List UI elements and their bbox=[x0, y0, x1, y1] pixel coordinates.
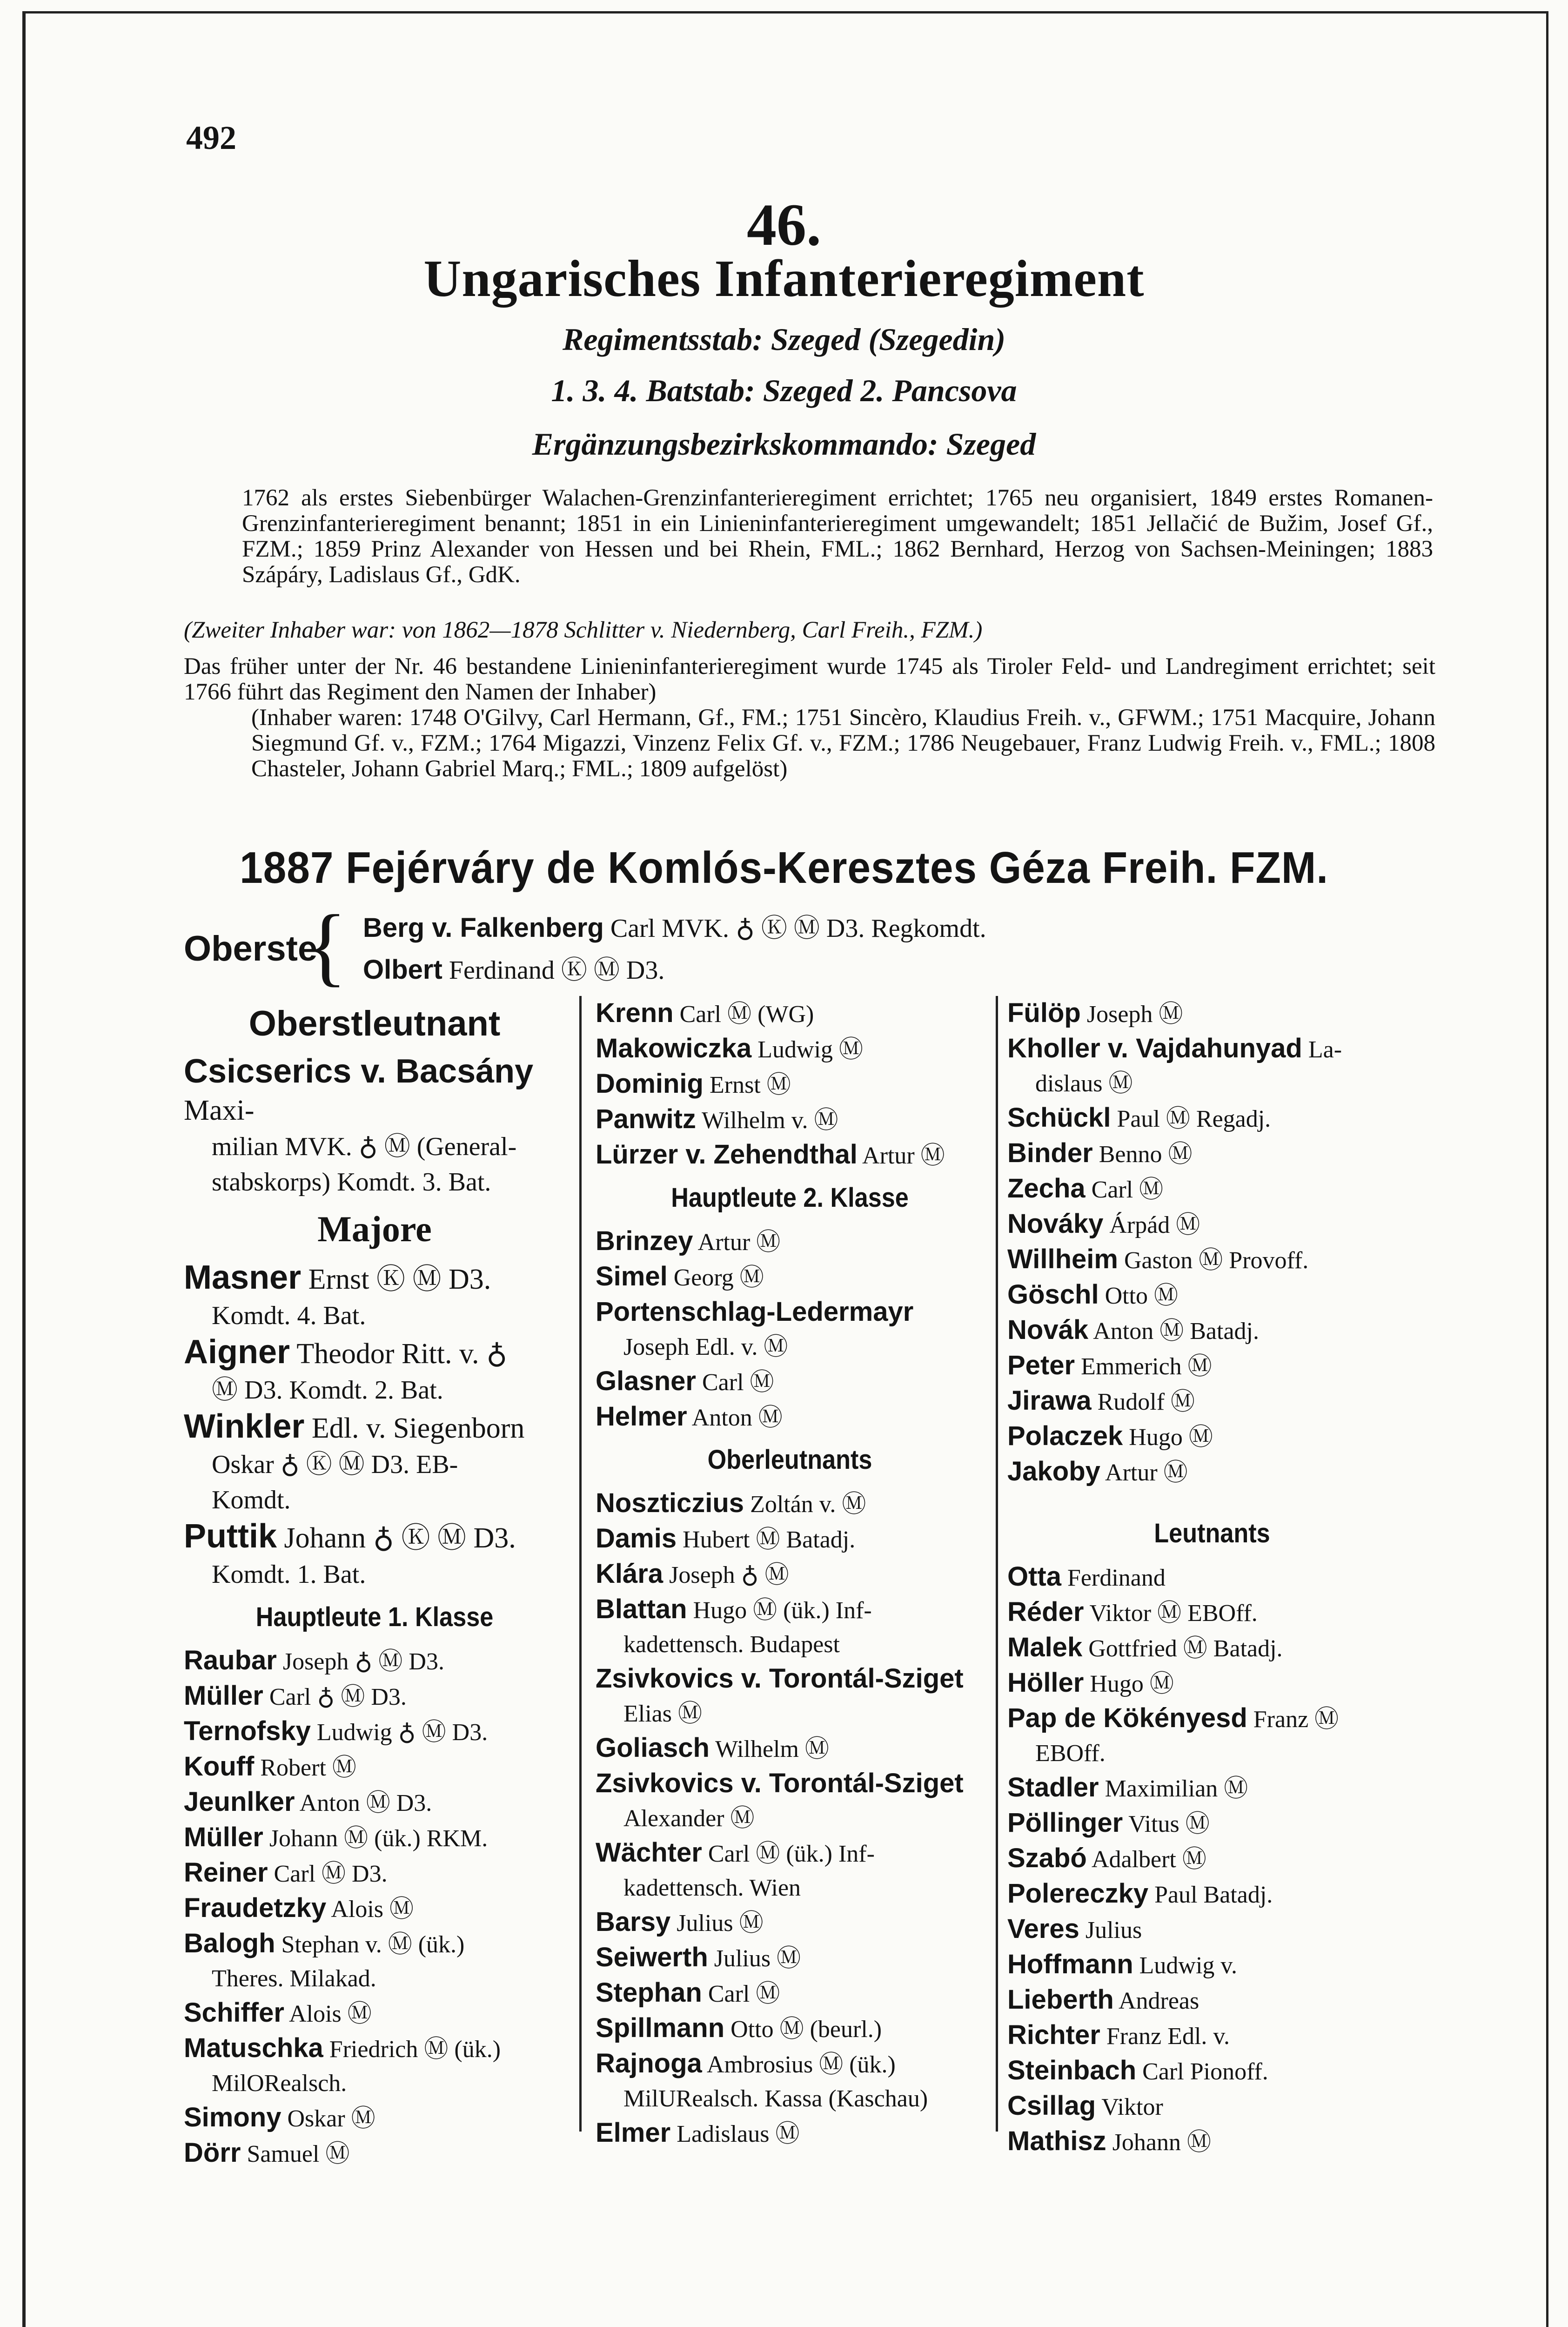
list-item bbox=[184, 1053, 565, 1129]
officer-name: Müller bbox=[184, 1681, 263, 1711]
officer-details: Gaston Ⓜ Provoff. bbox=[1124, 1247, 1309, 1274]
officer-name: Lürzer v. Zehendthal bbox=[596, 1139, 858, 1170]
officer-name: Damis bbox=[596, 1523, 677, 1554]
officer-details: Otto Ⓜ bbox=[1105, 1283, 1179, 1309]
officer-details: Anton Ⓜ Batadj. bbox=[1093, 1318, 1259, 1345]
officer-name: Raubar bbox=[184, 1645, 277, 1675]
list-item bbox=[596, 1836, 984, 1871]
list-item bbox=[1007, 1278, 1417, 1313]
officer-details: Carl MVK. ♁ Ⓚ Ⓜ D3. Regkomdt. bbox=[610, 914, 986, 943]
officer-details: Joseph ♁ Ⓜ D3. bbox=[282, 1648, 444, 1675]
officer-name: Masner bbox=[184, 1259, 302, 1296]
list-item bbox=[1007, 1947, 1417, 1983]
column-divider bbox=[579, 996, 582, 2132]
list-item bbox=[596, 2046, 984, 2082]
list-item bbox=[184, 1749, 565, 1785]
officer-name: Jirawa bbox=[1007, 1385, 1092, 1416]
hauptleute-2-list bbox=[596, 1224, 984, 1435]
list-item bbox=[1007, 2089, 1417, 2124]
entry-continuation: kadettensch. Wien bbox=[623, 1875, 801, 1901]
officer-name: Kholler v. Vajdahunyad bbox=[1007, 1033, 1302, 1063]
section-heading-majore: Majore bbox=[317, 1209, 432, 1249]
history-paragraph-1: 1762 als erstes Siebenbürger Walachen-Grenzinfanterieregiment errichtet; 1765 neu organisiert, 1849 erstes Romanen-Grenzinfanterieregiment benannt; 1851 in ein Linieninfanterieregiment umgewandelt; 1851 Jellačić de Bužim, Josef Gf., FZM.; 1859 Prinz Alexander von Hessen und bei Rhein, FML.; 1862 Bernhard, Herzog von Sachsen-Meiningen; 1883 Szápáry, Ladislaus Gf., GdK. bbox=[242, 485, 1433, 588]
entry-continuation: kadettensch. Budapest bbox=[623, 1631, 840, 1658]
officer-name: Glasner bbox=[596, 1366, 696, 1396]
list-item bbox=[596, 1364, 984, 1399]
section-heading-oberleutnants: Oberleutnants bbox=[707, 1445, 872, 1475]
hauptleute-1-list bbox=[184, 1643, 565, 2171]
officer-name: Malek bbox=[1007, 1632, 1083, 1662]
list-item bbox=[184, 1333, 565, 1372]
officer-name: Rajnoga bbox=[596, 2048, 702, 2078]
officer-details: Hugo Ⓜ bbox=[1129, 1424, 1213, 1451]
list-item bbox=[1007, 1171, 1417, 1207]
list-item bbox=[184, 1891, 565, 1926]
entry-continuation: EBOff. bbox=[1035, 1740, 1106, 1767]
officer-name: Spillmann bbox=[596, 2013, 725, 2043]
section-heading-hauptleute-1: Hauptleute 1. Klasse bbox=[255, 1602, 494, 1632]
officer-name: Stephan bbox=[596, 1977, 702, 2008]
officer-details: Ladislaus Ⓜ bbox=[677, 2121, 800, 2147]
list-item bbox=[1007, 1031, 1417, 1067]
entry-continuation: Komdt. 4. Bat. bbox=[212, 1301, 366, 1330]
officer-name: Panwitz bbox=[596, 1104, 696, 1134]
list-item bbox=[1007, 1666, 1417, 1701]
list-item bbox=[596, 1137, 984, 1173]
officer-name: Jakoby bbox=[1007, 1456, 1100, 1486]
officer-name: Matuschka bbox=[184, 2033, 323, 2063]
officer-details: Maxi- bbox=[184, 1095, 255, 1126]
list-item bbox=[1007, 1770, 1417, 1806]
officer-details: Ernst Ⓜ bbox=[709, 1072, 791, 1098]
officer-details: Wilhelm Ⓜ bbox=[715, 1736, 829, 1762]
oberste-entry bbox=[363, 949, 664, 987]
brace: { bbox=[305, 897, 348, 995]
officer-name: Binder bbox=[1007, 1138, 1093, 1168]
officer-name: Noszticzius bbox=[596, 1488, 744, 1518]
officer-details: Georg Ⓜ bbox=[673, 1264, 764, 1291]
officer-name: Barsy bbox=[596, 1907, 671, 1937]
list-item bbox=[1007, 996, 1417, 1031]
list-item bbox=[596, 1486, 984, 1521]
officer-details: Johann Ⓜ bbox=[1112, 2129, 1212, 2156]
history-paragraph-4: (Inhaber waren: 1748 O'Gilvy, Carl Hermann, Gf., FM.; 1751 Sincèro, Klaudius Freih. v., GFWM.; 1751 Macquire, Johann Siegmund Gf. v., FZM.; 1764 Migazzi, Vinzenz Felix Gf. v., FZM.; 1786 Neugebauer, Franz Ludwig Freih. v., FML.; 1808 Chasteler, Johann Gabriel Marq.; FML.; 1809 aufgelöst) bbox=[251, 705, 1435, 782]
list-item bbox=[1007, 1348, 1417, 1384]
list-item bbox=[184, 1785, 565, 1820]
list-item bbox=[184, 1856, 565, 1891]
list-item bbox=[1007, 1912, 1417, 1947]
oberleutnants-list bbox=[596, 1486, 984, 2151]
officer-details: Árpád Ⓜ bbox=[1109, 1212, 1200, 1238]
list-item bbox=[596, 1557, 984, 1592]
list-item bbox=[184, 1679, 565, 1714]
officer-details: Joseph Ⓜ bbox=[1086, 1001, 1183, 1028]
list-item bbox=[184, 1714, 565, 1749]
officer-name: Pap de Kökényesd bbox=[1007, 1703, 1247, 1733]
officer-details: Rudolf Ⓜ bbox=[1097, 1389, 1195, 1415]
officer-details: Franz Edl. v. bbox=[1106, 2023, 1230, 2050]
entry-continuation: Komdt. bbox=[212, 1486, 291, 1514]
list-item bbox=[184, 1518, 565, 1557]
officer-details: Julius bbox=[1085, 1917, 1142, 1944]
officer-name: Zsivkovics v. Torontál-Sziget bbox=[596, 1768, 964, 1798]
list-item bbox=[184, 1926, 565, 1962]
list-item bbox=[596, 996, 984, 1031]
list-item bbox=[596, 1521, 984, 1557]
column-1 bbox=[184, 996, 565, 2171]
officer-details: Hugo Ⓜ (ük.) Inf- bbox=[693, 1597, 872, 1624]
officer-name: Fraudetzky bbox=[184, 1893, 327, 1923]
list-item bbox=[596, 2116, 984, 2151]
entry-continuation: stabskorps) Komdt. 3. Bat. bbox=[212, 1168, 491, 1197]
officer-name: Portenschlag-Ledermayr bbox=[596, 1297, 914, 1327]
list-item bbox=[1007, 1207, 1417, 1242]
officer-details: Artur Ⓜ bbox=[697, 1229, 781, 1256]
officer-details: Artur Ⓜ bbox=[1105, 1459, 1188, 1486]
list-item bbox=[1007, 1841, 1417, 1876]
officer-name: Willheim bbox=[1007, 1244, 1118, 1274]
officer-details: Benno Ⓜ bbox=[1099, 1141, 1193, 1168]
officer-name: Schiffer bbox=[184, 1997, 284, 2028]
list-item bbox=[1007, 1983, 1417, 2018]
officer-details: Adalbert Ⓜ bbox=[1091, 1846, 1206, 1873]
list-item bbox=[596, 1940, 984, 1976]
list-item bbox=[1007, 2053, 1417, 2089]
officer-details: Paul Batadj. bbox=[1154, 1882, 1273, 1908]
list-item bbox=[1007, 2018, 1417, 2053]
officer-details: Anton Ⓜ D3. bbox=[299, 1790, 432, 1816]
officer-details: Samuel Ⓜ bbox=[247, 2141, 350, 2167]
officer-name: Mathisz bbox=[1007, 2126, 1106, 2156]
officer-details: Wilhelm v. Ⓜ bbox=[701, 1107, 838, 1134]
list-item bbox=[596, 1067, 984, 1102]
officer-name: Goliasch bbox=[596, 1733, 710, 1763]
section-heading-oberstleutnant: Oberstleutnant bbox=[248, 1004, 501, 1043]
list-item bbox=[596, 2011, 984, 2046]
officer-name: Otta bbox=[1007, 1561, 1061, 1592]
officer-details: Ferdinand bbox=[1067, 1565, 1166, 1591]
officer-name: Puttik bbox=[184, 1518, 277, 1555]
officer-name: Kouff bbox=[184, 1751, 255, 1782]
entry-continuation: milian MVK. ♁ Ⓜ (General- bbox=[212, 1132, 517, 1161]
officer-name: Simony bbox=[184, 2102, 281, 2132]
officer-details: Alois Ⓜ bbox=[289, 2001, 372, 2027]
officer-name: Berg v. Falkenberg bbox=[363, 913, 604, 943]
officer-details: Hubert Ⓜ Batadj. bbox=[683, 1527, 856, 1553]
officer-details: Robert Ⓜ bbox=[260, 1755, 356, 1781]
officer-name: Zsivkovics v. Torontál-Sziget bbox=[596, 1663, 964, 1694]
officer-name: Polereczky bbox=[1007, 1878, 1149, 1909]
officer-name: Balogh bbox=[184, 1928, 275, 1958]
officer-details: Emmerich Ⓜ bbox=[1081, 1353, 1212, 1380]
officer-name: Réder bbox=[1007, 1597, 1084, 1627]
officer-details: Joseph ♁ Ⓜ bbox=[669, 1562, 789, 1588]
officer-details: Viktor bbox=[1101, 2094, 1163, 2120]
list-item bbox=[1007, 1101, 1417, 1136]
officer-name: Makowiczka bbox=[596, 1033, 752, 1063]
list-item bbox=[596, 1031, 984, 1067]
list-item bbox=[1007, 1595, 1417, 1630]
officer-name: Seiwerth bbox=[596, 1942, 708, 1972]
list-item bbox=[1007, 1419, 1417, 1454]
list-item bbox=[184, 2136, 565, 2171]
list-item bbox=[596, 1399, 984, 1435]
officer-name: Dörr bbox=[184, 2138, 241, 2168]
officer-name: Fülöp bbox=[1007, 998, 1081, 1028]
officer-name: Helmer bbox=[596, 1401, 687, 1432]
entry-continuation: MilORealsch. bbox=[212, 2070, 347, 2097]
officer-details: Vitus Ⓜ bbox=[1128, 1811, 1210, 1837]
inhaber-heading: 1887 Fejérváry de Komlós-Keresztes Géza Freih. FZM. bbox=[240, 843, 1328, 893]
officer-details: Johann Ⓜ (ük.) RKM. bbox=[269, 1825, 488, 1852]
officer-name: Brinzey bbox=[596, 1226, 693, 1256]
officer-details: Carl Ⓜ D3. bbox=[274, 1861, 388, 1887]
list-item bbox=[1007, 1701, 1417, 1736]
entry-continuation: Joseph Edl. v. Ⓜ bbox=[623, 1334, 788, 1360]
officer-name: Göschl bbox=[1007, 1279, 1099, 1310]
ergaenzungsbezirkskommando: Ergänzungsbezirkskommando: Szeged bbox=[532, 426, 1036, 462]
officer-name: Schückl bbox=[1007, 1103, 1111, 1133]
officer-name: Winkler bbox=[184, 1408, 305, 1445]
officer-name: Zecha bbox=[1007, 1173, 1086, 1204]
list-item bbox=[596, 1766, 984, 1802]
officer-name: Elmer bbox=[596, 2118, 671, 2148]
regimentsstab: Regimentsstab: Szeged (Szegedin) bbox=[563, 322, 1005, 357]
list-item bbox=[1007, 2124, 1417, 2159]
officer-name: Jeunlker bbox=[184, 1787, 295, 1817]
batstab: 1. 3. 4. Batstab: Szeged 2. Pancsova bbox=[551, 373, 1017, 408]
list-item bbox=[1007, 1806, 1417, 1841]
officer-details: Andreas bbox=[1118, 1988, 1199, 2014]
entry-continuation: Alexander Ⓜ bbox=[623, 1805, 755, 1832]
list-item bbox=[184, 1408, 565, 1447]
officer-details: Julius Ⓜ bbox=[677, 1910, 764, 1937]
list-item bbox=[1007, 1876, 1417, 1912]
column-3 bbox=[1007, 996, 1417, 2159]
list-item bbox=[1007, 1136, 1417, 1171]
officer-details: Alois Ⓜ bbox=[331, 1896, 414, 1923]
officer-details: Johann ♁ Ⓚ Ⓜ D3. bbox=[284, 1522, 516, 1554]
officer-details: Edl. v. Siegenborn bbox=[311, 1412, 525, 1444]
officer-details: Carl Ⓜ bbox=[708, 1981, 780, 2007]
officer-details: Otto Ⓜ (beurl.) bbox=[730, 2016, 882, 2043]
officer-details: Carl Ⓜ bbox=[1091, 1177, 1164, 1203]
officer-details: Franz Ⓜ bbox=[1253, 1706, 1339, 1733]
entry-continuation: dislaus Ⓜ bbox=[1035, 1070, 1133, 1097]
officer-name: Stadler bbox=[1007, 1772, 1099, 1802]
officer-details: Viktor Ⓜ EBOff. bbox=[1089, 1600, 1258, 1627]
spacer bbox=[1007, 1490, 1417, 1508]
officer-name: Novák bbox=[1007, 1315, 1089, 1345]
list-item bbox=[596, 1731, 984, 1766]
officer-details: Friedrich Ⓜ (ük.) bbox=[329, 2036, 501, 2063]
officer-name: Reiner bbox=[184, 1857, 268, 1888]
majore-list bbox=[184, 1259, 565, 1592]
list-item bbox=[184, 1996, 565, 2031]
list-item bbox=[596, 1259, 984, 1295]
history-paragraph-2: (Zweiter Inhaber war: von 1862—1878 Schlitter v. Niedernberg, Carl Freih., FZM.) bbox=[184, 617, 983, 643]
officer-details: Carl Ⓜ (ük.) Inf- bbox=[708, 1841, 875, 1867]
officer-details: Ambrosius Ⓜ (ük.) bbox=[706, 2051, 896, 2078]
officer-name: Nováky bbox=[1007, 1209, 1104, 1239]
regiment-number: 46. bbox=[747, 192, 821, 258]
officer-name: Dominig bbox=[596, 1069, 704, 1099]
officer-details: Ludwig Ⓜ bbox=[757, 1036, 864, 1063]
officer-name: Polaczek bbox=[1007, 1421, 1123, 1451]
officer-name: Csicserics v. Bacsány bbox=[184, 1053, 534, 1090]
officer-name: Lieberth bbox=[1007, 1984, 1114, 2015]
officer-details: Theodor Ritt. v. ♁ bbox=[296, 1338, 508, 1370]
officer-details: Gottfried Ⓜ Batadj. bbox=[1088, 1635, 1283, 1662]
list-item bbox=[596, 1102, 984, 1137]
section-heading-hauptleute-2: Hauptleute 2. Klasse bbox=[671, 1183, 909, 1213]
oberleutnants-continued-list bbox=[1007, 996, 1417, 1490]
leutnants-list bbox=[1007, 1560, 1417, 2159]
officer-name: Olbert bbox=[363, 955, 442, 985]
officer-details: Ernst Ⓚ Ⓜ D3. bbox=[308, 1264, 491, 1295]
regiment-title: Ungarisches Infanterieregiment bbox=[423, 250, 1145, 308]
list-item bbox=[184, 1259, 565, 1298]
list-item bbox=[596, 1661, 984, 1697]
officer-name: Simel bbox=[596, 1261, 668, 1291]
officer-name: Pöllinger bbox=[1007, 1808, 1123, 1838]
entry-continuation: Komdt. 1. Bat. bbox=[212, 1560, 366, 1589]
list-item bbox=[1007, 1313, 1417, 1348]
entry-continuation: Oskar ♁ Ⓚ Ⓜ D3. EB- bbox=[212, 1450, 458, 1479]
officer-details: Artur Ⓜ bbox=[862, 1143, 945, 1169]
entry-continuation: Elias Ⓜ bbox=[623, 1701, 702, 1727]
officer-name: Höller bbox=[1007, 1668, 1084, 1698]
officer-details: Carl ♁ Ⓜ D3. bbox=[269, 1684, 407, 1710]
officer-details: La- bbox=[1308, 1036, 1342, 1063]
officer-details: Carl Ⓜ (WG) bbox=[679, 1001, 814, 1028]
officer-details: Hugo Ⓜ bbox=[1090, 1671, 1174, 1697]
list-item bbox=[1007, 1560, 1417, 1595]
officer-details: Ludwig v. bbox=[1139, 1952, 1238, 1979]
entry-continuation: MilURealsch. Kassa (Kaschau) bbox=[623, 2085, 928, 2112]
officer-name: Peter bbox=[1007, 1350, 1075, 1380]
list-item bbox=[1007, 1242, 1417, 1278]
list-item bbox=[184, 2100, 565, 2136]
officer-name: Müller bbox=[184, 1822, 263, 1852]
officer-name: Richter bbox=[1007, 2020, 1100, 2050]
officer-name: Csillag bbox=[1007, 2091, 1096, 2121]
officer-name: Hoffmann bbox=[1007, 1949, 1133, 1979]
officer-details: Paul Ⓜ Regadj. bbox=[1117, 1106, 1271, 1132]
list-item bbox=[1007, 1454, 1417, 1490]
officer-details: Julius Ⓜ bbox=[714, 1945, 801, 1972]
officer-details: Maximilian Ⓜ bbox=[1105, 1776, 1248, 1802]
officer-details: Ludwig ♁ Ⓜ D3. bbox=[316, 1719, 488, 1746]
list-item bbox=[184, 2031, 565, 2066]
officer-name: Klára bbox=[596, 1559, 663, 1589]
column-divider bbox=[996, 996, 998, 2132]
officer-details: Zoltán v. Ⓜ bbox=[750, 1491, 866, 1518]
list-item bbox=[184, 1643, 565, 1679]
officer-name: Ternofsky bbox=[184, 1716, 311, 1746]
officer-details: Stephan v. Ⓜ (ük.) bbox=[281, 1931, 465, 1958]
section-heading-leutnants: Leutnants bbox=[1154, 1518, 1270, 1548]
list-item bbox=[596, 1592, 984, 1628]
officer-name: Veres bbox=[1007, 1914, 1079, 1944]
entry-continuation: Ⓜ D3. Komdt. 2. Bat. bbox=[212, 1376, 443, 1405]
officer-details: Ferdinand Ⓚ Ⓜ D3. bbox=[449, 956, 665, 985]
officer-details: Anton Ⓜ bbox=[691, 1405, 783, 1431]
oberste-entry bbox=[363, 908, 986, 945]
list-item bbox=[1007, 1630, 1417, 1666]
officer-name: Krenn bbox=[596, 998, 674, 1028]
history-paragraph-3: Das früher unter der Nr. 46 bestandene Linieninfanterieregiment wurde 1745 als Tiroler Feld- und Landregiment errichtet; seit 1766 führt das Regiment den Namen der Inhaber) bbox=[184, 653, 1435, 705]
officer-name: Wächter bbox=[596, 1837, 702, 1868]
list-item bbox=[596, 1905, 984, 1940]
hauptleute-1-continued-list bbox=[596, 996, 984, 1173]
officer-name: Szabó bbox=[1007, 1843, 1087, 1873]
officer-name: Steinbach bbox=[1007, 2055, 1137, 2085]
list-item bbox=[1007, 1384, 1417, 1419]
officer-details: Carl Pionoff. bbox=[1142, 2058, 1268, 2085]
officer-details: Oskar Ⓜ bbox=[287, 2105, 375, 2132]
oberste-label: Oberste bbox=[184, 929, 318, 968]
list-item bbox=[596, 1295, 984, 1330]
officer-name: Blattan bbox=[596, 1594, 687, 1624]
officer-details: Carl Ⓜ bbox=[702, 1369, 774, 1396]
page-number: 492 bbox=[186, 119, 236, 156]
list-item bbox=[596, 1976, 984, 2011]
list-item bbox=[184, 1820, 565, 1856]
list-item bbox=[596, 1224, 984, 1259]
officer-name: Aigner bbox=[184, 1333, 290, 1371]
column-2 bbox=[596, 996, 984, 2151]
entry-continuation: Theres. Milakad. bbox=[212, 1965, 376, 1992]
